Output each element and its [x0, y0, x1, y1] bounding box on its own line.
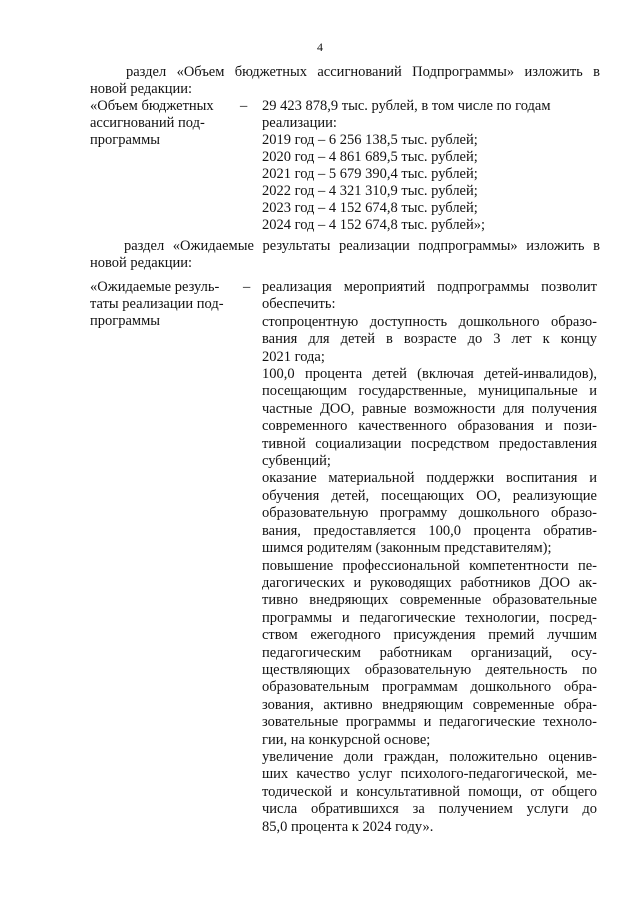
results-line: зования, активно внедряющим современные обра- [262, 696, 597, 713]
results-line: стопроцентную доступность дошкольного образо- [262, 313, 597, 330]
results-values [262, 279, 597, 836]
results-line: 85,0 процента к 2024 году». [262, 818, 434, 835]
results-line: оказание материальной поддержки воспитания и [262, 470, 597, 487]
results-line: вания, предоставляется 100,0 процента обратив- [262, 522, 597, 539]
intro-paragraph-results [90, 238, 600, 272]
results-label [90, 279, 230, 330]
results-line: обеспечить: [262, 296, 336, 313]
results-line: педагогическим работникам организаций, осу- [262, 644, 597, 661]
intro-budget-line-1: раздел «Объем бюджетных ассигнований Подпрограммы» изложить в [126, 64, 600, 80]
results-line: зовательные программы и педагогические техноло- [262, 714, 597, 731]
results-line: повышение профессиональной компетентности пе- [262, 557, 597, 574]
budget-label-line-3: программы [90, 132, 160, 148]
budget-line: 29 423 878,9 тыс. рублей, в том числе по годам [262, 98, 551, 114]
results-line: программы и педагогические технологии, посред- [262, 609, 597, 626]
results-line: тивной социализации посредством предоставления [262, 435, 597, 452]
intro-paragraph-budget [90, 64, 600, 98]
results-label-line-1: «Ожидаемые резуль- [90, 279, 220, 295]
results-line: реализация мероприятий подпрограммы позволит [262, 279, 597, 295]
results-line: ством ежегодного присуждения премий лучшим [262, 627, 597, 644]
results-line: образовательным программам дошкольного обра- [262, 679, 597, 696]
results-line: тодической и консультативной помощи, от общего [262, 783, 597, 800]
budget-line: 2020 год – 4 861 689,5 тыс. рублей; [262, 149, 478, 165]
results-line: посещающим государственные, муниципальные и [262, 383, 597, 400]
budget-line: 2019 год – 6 256 138,5 тыс. рублей; [262, 132, 478, 148]
results-line: числа обратившихся за получением услуги до [262, 801, 597, 818]
budget-label-line-1: «Объем бюджетных [90, 98, 214, 114]
budget-label-line-2: ассигнований под- [90, 115, 205, 131]
budget-line: 2024 год – 4 152 674,8 тыс. рублей»; [262, 217, 486, 233]
budget-line: реализации: [262, 115, 337, 131]
budget-label [90, 98, 230, 149]
results-line: современного качественного образования и пози- [262, 418, 597, 435]
results-line: 100,0 процента детей (включая детей-инвалидов), [262, 366, 597, 383]
results-line: образовательную программу дошкольного образо- [262, 505, 597, 522]
results-line: увеличение доли граждан, положительно оценив- [262, 748, 597, 765]
page-number: 4 [317, 40, 323, 54]
intro-budget-line-2: новой редакции: [90, 81, 193, 97]
results-label-line-2: таты реализации под- [90, 296, 224, 312]
results-line: гии, на конкурсной основе; [262, 731, 431, 748]
results-line: 2021 года; [262, 348, 325, 365]
results-dash: – [243, 279, 251, 295]
results-line: тивно внедряющих современные образовательные [262, 592, 597, 609]
intro-results-line-2: новой редакции: [90, 255, 193, 271]
results-line: дагогических и руководящих работников ДОО ак- [262, 574, 597, 591]
results-label-line-3: программы [90, 313, 160, 329]
budget-line: 2022 год – 4 321 310,9 тыс. рублей; [262, 183, 478, 199]
results-line: частные ДОО, равные возможности для получения [262, 400, 597, 417]
results-line: ществляющих образовательную деятельность по [262, 661, 597, 678]
results-line: субвенций; [262, 453, 331, 470]
results-line: обучения детей, посещающих ОО, реализующие [262, 487, 597, 504]
results-line: вания для детей в возрасте до 3 лет к концу [262, 331, 597, 348]
budget-line: 2023 год – 4 152 674,8 тыс. рублей; [262, 200, 478, 216]
budget-dash: – [240, 98, 248, 114]
intro-results-line-1: раздел «Ожидаемые результаты реализации подпрограммы» изложить в [124, 238, 600, 254]
budget-values [262, 98, 551, 234]
budget-line: 2021 год – 5 679 390,4 тыс. рублей; [262, 166, 478, 182]
results-line: шимся родителям (законным представителям); [262, 540, 552, 557]
results-line: ших качество услуг психолого-педагогической, ме- [262, 766, 597, 783]
